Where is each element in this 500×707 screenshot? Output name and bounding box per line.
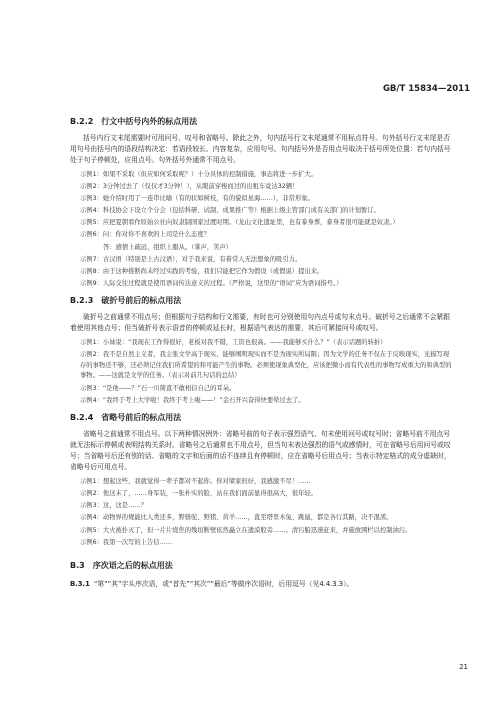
example-list	[70, 477, 455, 548]
standard-number: GB/T 15834—2011	[382, 84, 470, 94]
example-item: 示例3：她介绍时用了一连串比喻（有的状如树枝，有的貌似星海……），非常形象。	[80, 195, 314, 203]
body-paragraph: 括号内行文末尾需要时可用问号、叹号和省略号。除此之外，句内括号行文末尾通常不用标点符号。句外括号行文末尾是否用句号由括号内的语段结构决定：若语段较长、内容复杂，应用句号。句内括号外是否用点号取决于括号所处位置：若句内括号处于句子停顿处，应用点号。句外括号外通常不用点号。	[70, 134, 451, 164]
sections-container	[70, 116, 455, 548]
example-list	[70, 170, 455, 289]
example-item: 示例6：我第一次写的上告信……	[80, 538, 173, 546]
example-item: 示例4：“我终于考上大学啦！我终于考上啦——！”金石开兴奋得快要晕过去了。	[80, 396, 305, 404]
page-number: 21	[459, 663, 468, 671]
example-item: 示例3：“是他——？”石一川简直不敢相信自己的耳朵。	[80, 384, 236, 392]
document-body	[70, 110, 455, 590]
example-item: 示例4：动物界的规能比人类还多，野骆驼、野猪、黄羊……，直至塔里木兔、跳鼠，都是各行其路，决不混淆。	[80, 514, 393, 522]
body-paragraph: 省略号之前通常不用点号。以下两种情况例外：省略号前的句子表示强烈语气、句末使用问号或叹号时；省略号前不用点号就无法标示停顿或表明结构关系时。省略号之后通常也不用点号，但当句末表达强烈的语气或感情时，可在省略号后用问号或叹号；当省略号后还有别的话、省略的文字和后面的话不连续且有停顿时，应在省略号后用点号；当表示特定格式的成分虚缺时，省略号后可用点号。	[70, 430, 451, 472]
example-item: 示例1：如果不采取（但应如何采取呢？）十分具体的控制措施，事态将进一步扩大。	[80, 171, 317, 178]
example-item: 示例8：由于这种推断尚未经过实践的考验，我们只能把它作为假设（或假说）提出来。	[80, 267, 324, 275]
section-title: B.2.4 省略号前后的标点用法	[70, 413, 182, 423]
example-item: 示例5：应把夏朝看作原始公社向奴隶制国家过渡时期。（龙山文化遗址里，也有豢身葬，豢身者很可能就是奴隶。）	[80, 219, 399, 227]
example-item: 示例5：大火被扑灭了，但一片片烧焦的残垣断壁依然矗立在遗漠般旁……。清污船迅速赶来，并施放围栏以控制油污。	[80, 526, 412, 534]
example-item: 示例1：小妹说：“我现在工作得很好，老板对我不错，工资也很高。——我能够买什么？”（表示话题的转折）	[80, 339, 387, 347]
example-item: 示例2：我不是自然主义者，我主张文学高于现实，能够阐明现实而不是为现实所局限；因为文学的任务不仅在于反映现实，光描写现存的事物还不够，还必须记住我们所希望的和可能产生的事物。必须使现象典型化，应该把微小而有代表性的事物写成重大的和典型的事物。——这就是文学的任务。（表示对前几句话的总结）	[80, 351, 452, 380]
example-list	[70, 338, 455, 406]
example-item: 示例3：这，这是……？	[80, 502, 147, 510]
example-item: 示例9：人际交往过程就是使用语词传达意义的过程。（严格说，这里的“语词”应为语词指号。）	[80, 279, 343, 287]
section-title: B.2.2 行文中括号内外的标点用法	[70, 117, 198, 126]
example-item: 示例1：想起这些，我就觉得一辈子都对不起你。你对梁家的好，我感激不尽！……	[80, 478, 311, 486]
example-item: 示例2：3分钟过去了（仅仅才3分钟！），从眼前穿梭而过的出租车竟达32辆！	[80, 183, 299, 191]
example-item: 示例6：问：你对你不喜欢的上司是什么态度？	[80, 231, 210, 239]
example-item: 示例2：他这末了，……身军装，一张朴实的脸，站在我们面前显得很高大，很年轻。	[80, 490, 317, 498]
example-item: 示例7：古汉语（特别是上古汉语），对于我来说，有着常人无法想象的吸引力。	[80, 255, 302, 263]
clause-b31	[70, 579, 455, 590]
clause-number: B.3.1	[70, 580, 90, 589]
example-item: 答：感情上疏远，组织上服从。（掌声，笑声）	[103, 243, 233, 251]
section-b3-title: B.3 序次语之后的标点用法	[70, 561, 173, 571]
body-paragraph: 破折号之前通常不用点号；但根据句子结构和行文需要，有时也可分别使用句内点号或句末点号。破折号之后通常不会紧跟着使用其他点号；但当破折号表示语音的停顿或延长时，根据语气表达的需要，其后可紧接问号或叹号。	[70, 313, 451, 333]
section-title: B.2.3 破折号前后的标点用法	[70, 296, 182, 306]
clause-text: “第”“其”字头序次语，或“首先”“其次”“最后”等做序次语时，后用逗号（见4.4.3.3）。	[93, 580, 354, 589]
example-item: 示例4：科技协会下设立个分会（包括科研、试制、成果推广等）根据上级主管部门成有关部门的计划暂订。	[80, 207, 380, 215]
